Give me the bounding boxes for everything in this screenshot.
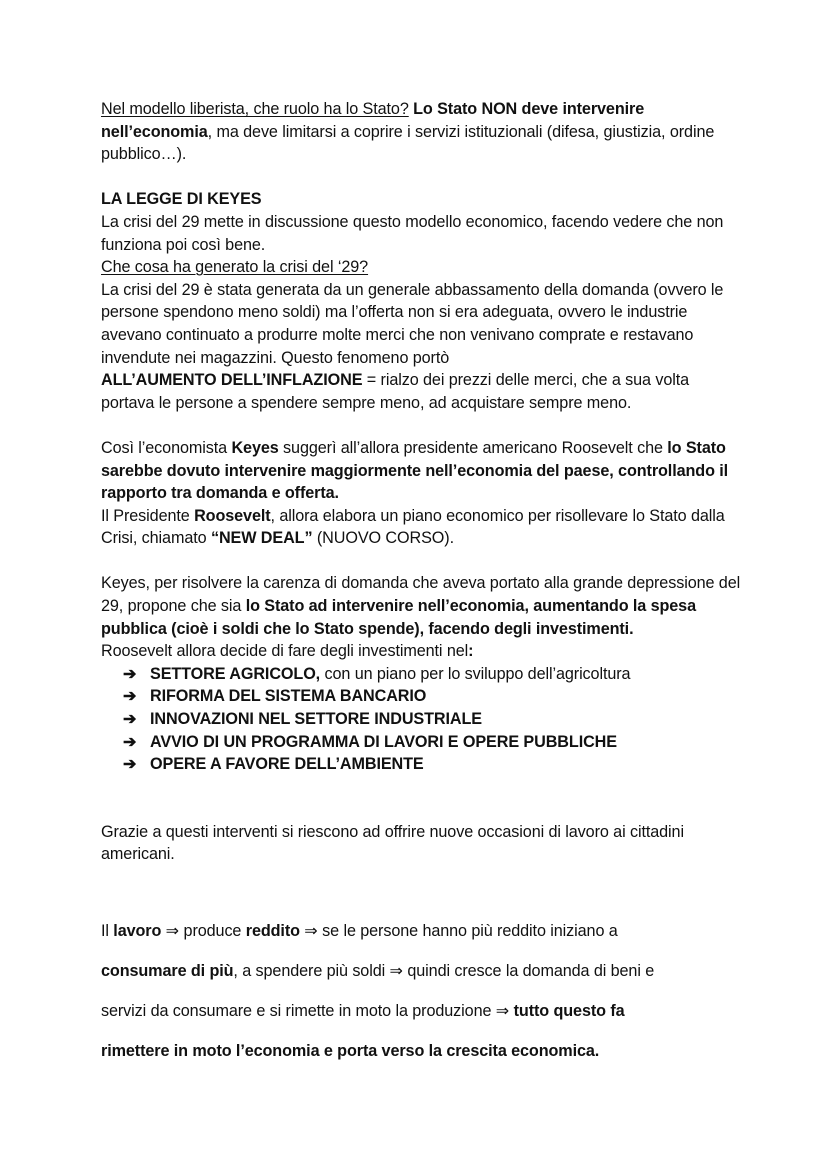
intro-answer-rest: , ma deve limitarsi a coprire i servizi istituzionali (difesa, giustizia, ordine pubblico…).: [101, 122, 715, 164]
item-bold: SETTORE AGRICOLO,: [150, 664, 321, 683]
flow-bold: lavoro: [113, 922, 162, 940]
intro-question: Nel modello liberista, che ruolo ha lo Stato?: [101, 100, 409, 118]
item-bold: INNOVAZIONI NEL SETTORE INDUSTRIALE: [150, 710, 482, 729]
item-rest: con un piano per lo sviluppo dell’agricoltura: [320, 664, 631, 683]
arrow-right-icon: ➔: [123, 710, 137, 729]
list-item: [101, 708, 741, 731]
section-title-text: LA LEGGE DI KEYES: [101, 190, 262, 209]
proposal-text-a: Keyes, per risolvere la carenza di domanda che aveva portato alla grande depressione del 29, propone che sia: [101, 574, 741, 616]
flow-text: servizi da consumare e si rimette in moto la produzione ⇒: [101, 1002, 514, 1020]
section-paragraph-1: La crisi del 29 mette in discussione questo modello economico, facendo vedere che non funziona poi così bene.: [101, 212, 724, 254]
flow-bold: rimettere in moto l’economia e porta verso la crescita economica.: [101, 1042, 600, 1060]
keyes-name: Keyes: [231, 438, 279, 457]
section-question: [101, 256, 741, 279]
arrow-right-icon: ➔: [123, 732, 137, 751]
spacer: [101, 550, 741, 573]
investments-list: [101, 663, 741, 776]
keyes-thesis: lo Stato sarebbe dovuto intervenire maggiormente nell’economia del paese, controllando il rapporto tra domanda e offerta.: [101, 438, 729, 503]
list-item: [101, 685, 741, 708]
flow-line-1: [101, 911, 741, 951]
arrow-right-icon: ➔: [123, 755, 137, 774]
proposal-colon: :: [468, 642, 474, 661]
section-question-text: Che cosa ha generato la crisi del ‘29?: [101, 258, 369, 277]
flow-line-4: [101, 1031, 741, 1071]
economic-flow: [101, 911, 741, 1071]
inflation-rest: = rialzo dei prezzi delle merci, che a sua volta portava le persone a spendere sempre meno, ad acquistare sempre meno.: [101, 371, 690, 412]
list-item: [101, 731, 741, 754]
spacer: [101, 166, 741, 189]
flow-text: , a spendere più soldi ⇒ quindi cresce la domanda di beni e: [233, 962, 655, 980]
document-page: [101, 98, 741, 1071]
flow-bold: reddito: [245, 922, 300, 940]
new-deal: “NEW DEAL”: [210, 529, 313, 548]
flow-bold: consumare di più: [101, 962, 234, 980]
spacer: [101, 866, 741, 911]
intro-paragraph: [101, 98, 741, 166]
flow-bold: tutto questo fa: [513, 1002, 625, 1020]
section-paragraph-2: [101, 279, 741, 415]
flow-line-3: [101, 991, 741, 1031]
arrow-right-icon: ➔: [123, 687, 137, 706]
keyes-text-a: Così l’economista: [101, 438, 232, 457]
proposal-paragraph: [101, 572, 741, 662]
keyes-paragraph: [101, 437, 741, 550]
flow-text: Il: [101, 922, 114, 940]
spacer: [101, 414, 741, 437]
section-title: [101, 188, 741, 211]
item-bold: OPERE A FAVORE DELL’AMBIENTE: [150, 755, 424, 774]
list-item: [101, 753, 741, 776]
inflation-bold: ALL’AUMENTO DELL’INFLAZIONE: [101, 371, 363, 390]
flow-line-2: [101, 951, 741, 991]
keyes-text-c: suggerì all’allora presidente americano Roosevelt che: [278, 438, 668, 457]
keyes-text-g: , allora elabora un piano economico per risollevare lo Stato dalla Crisi, chiamato: [101, 506, 725, 548]
keyes-text-i: (NUOVO CORSO).: [312, 529, 454, 548]
item-bold: AVVIO DI UN PROGRAMMA DI LAVORI E OPERE PUBBLICHE: [150, 732, 617, 751]
arrow-right-icon: ➔: [123, 664, 137, 683]
list-item: [101, 663, 741, 686]
intro-answer-bold: Lo Stato NON deve intervenire nell’economia: [101, 100, 645, 141]
item-bold: RIFORMA DEL SISTEMA BANCARIO: [150, 687, 427, 706]
flow-text: ⇒ se le persone hanno più reddito iniziano a: [299, 922, 618, 940]
flow-text: ⇒ produce: [161, 922, 246, 940]
spacer: [101, 776, 741, 821]
proposal-text-c: Roosevelt allora decide di fare degli investimenti nel: [101, 642, 469, 661]
keyes-text-e: Il Presidente: [101, 506, 195, 525]
result-paragraph: Grazie a questi interventi si riescono ad offrire nuove occasioni di lavoro ai cittadini americani.: [101, 822, 684, 864]
roosevelt-name: Roosevelt: [194, 506, 271, 525]
section-p2-text: La crisi del 29 è stata generata da un generale abbassamento della domanda (ovvero le persone spendono meno soldi) ma l’offerta non si era adeguata, ovvero le industrie avevano continuato a produrre molte merci che non venivano comprate e restavano invendute nei magazzini. Questo fenomeno portò: [101, 280, 724, 367]
proposal-bold: lo Stato ad intervenire nell’economia, aumentando la spesa pubblica (cioè i soldi che lo Stato spende), facendo degli investimenti.: [101, 597, 696, 638]
